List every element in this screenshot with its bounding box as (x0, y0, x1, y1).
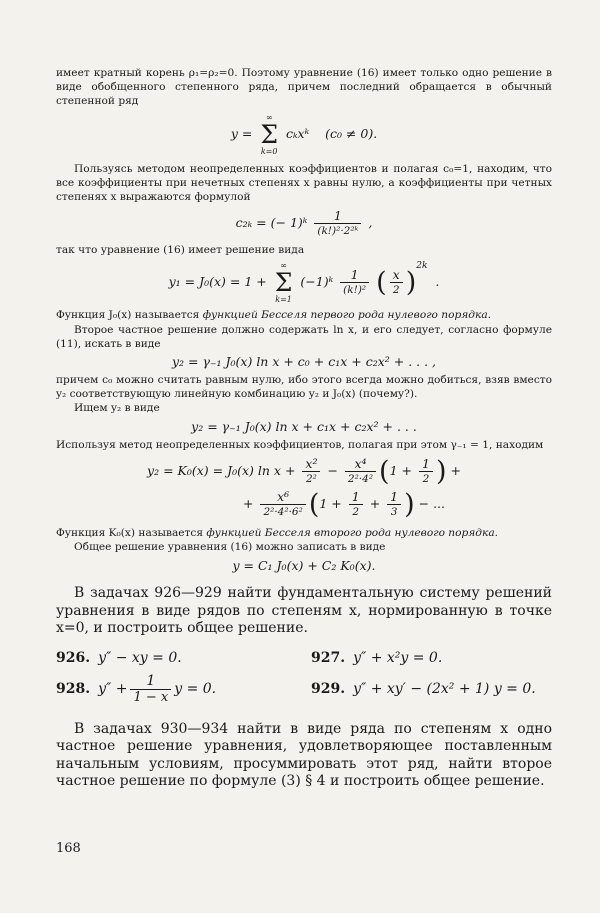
exercise-927: 927. y″ + x²y = 0. (311, 649, 443, 666)
sum-operator: ∞ Σ k=1 (274, 261, 293, 305)
exercise-row-2 (56, 674, 552, 705)
formula-coefficients: c₂ₖ = (− 1)ᵏ $\frac{1}{\text{(k!)²·2²ᵏ}}$ , (235, 208, 373, 238)
page-content (56, 66, 552, 791)
paragraph-3: так что уравнение (16) имеет решение вида (56, 244, 305, 257)
formula-lhs: y = (230, 125, 253, 141)
fraction: $\frac{1}{1 - x}$ (130, 674, 171, 705)
formula-bessel-k0-line1: y₂ = K₀(x) = J₀(x) ln x + $\frac{\text{x²}}{\text{2²}}$ − $\frac{\text{x⁴}}{\text{2²·4²}}$ (1 + $\frac{1}{2}$ ) + (147, 455, 461, 487)
formula-condition: (c₀ ≠ 0). (325, 125, 378, 141)
task-statement-930-934: В задачах 930—934 найти в виде ряда по степеням x одно частное решение уравнения, удовлетворяющее поставленным начальным условиям, просуммировать этот ряд, найти второе частное решение по формуле (3) § 4 и построить общее решение. (56, 720, 552, 790)
exercise-929: 929. y″ + xy′ − (2x² + 1) y = 0. (311, 681, 536, 698)
paragraph-2: Пользуясь методом неопределенных коэффициентов и полагая c₀=1, находим, что все коэффициенты при нечетных степенях x равны нулю, а коэффициенты при четных степенях x выражаются формулой (56, 162, 552, 204)
paragraph-definition-j0: Функция J₀(x) называется функцией Бесселя первого рода нулевого порядка. (56, 309, 492, 322)
formula-y2-form: y₂ = γ₋₁ J₀(x) ln x + c₁x + c₂x² + . . . (191, 418, 417, 434)
exponent: 2k (416, 261, 428, 272)
formula-power-series (56, 113, 552, 156)
sum-operator: ∞ Σ k=0 (260, 112, 278, 156)
page-number: 168 (56, 841, 81, 856)
paragraph-5: Второе частное решение должно содержать ln x, и его следует, согласно формуле (11), искать в виде (56, 323, 552, 350)
formula-bessel-j0: y₁ = J₀(x) = 1 + ∞ Σ k=1 (−1)ᵏ $\frac{1}{\text{(k!)²}}$ ( $\frac{x}{2}$ )$^{2k}$ . (168, 261, 440, 305)
formula-term: cₖxᵏ (285, 125, 310, 141)
paragraph-6: причем c₀ можно считать равным нулю, ибо этого всегда можно добиться, взяв вместо y₂ соответствующую линейную комбинацию y₂ и J₀(x) (почему?). (56, 374, 552, 401)
exercise-928: 928. y″ + $\frac{1}{1 - x}$ y = 0. (56, 672, 217, 705)
paragraph-7: Ищем y₂ в виде (74, 402, 160, 415)
exercise-926: 926. y″ − xy = 0. (56, 649, 182, 666)
paragraph-10: Общее решение уравнения (16) можно записать в виде (74, 541, 386, 554)
paragraph-8: Используя метод неопределенных коэффициентов, полагая при этом γ₋₁ = 1, находим (56, 438, 544, 451)
fraction: $\frac{x}{2}$ (390, 267, 403, 298)
fraction: $\frac{1}{\text{(k!)²·2²ᵏ}}$ (314, 208, 361, 239)
task-statement-926-929: В задачах 926—929 найти фундаментальную систему решений уравнения в виде рядов по степеням x, нормированную в точке x=0, и построить общее решение. (56, 585, 552, 637)
formula-second-solution: y₂ = γ₋₁ J₀(x) ln x + c₀ + c₁x + c₂x² + . . . , (171, 354, 437, 370)
paragraph-definition-k0: Функция K₀(x) называется функцией Бесселя второго рода нулевого порядка. (56, 526, 499, 539)
formula-bessel-k0-line2: + $\frac{\text{x⁶}}{\text{2²·4²·6²}}$ (1 + $\frac{1}{2}$ + $\frac{1}{3}$ ) − ... (242, 488, 446, 520)
exercise-row-1 (56, 650, 552, 666)
formula-general-solution: y = C₁ J₀(x) + C₂ K₀(x). (232, 558, 376, 574)
fraction: $\frac{1}{\text{(k!)²}}$ (340, 267, 369, 298)
paragraph-1: имеет кратный корень ρ₁=ρ₂=0. Поэтому уравнение (16) имеет только одно решение в виде обобщенного степенного ряда, причем последний обращается в обычный степенной ряд (56, 67, 552, 108)
